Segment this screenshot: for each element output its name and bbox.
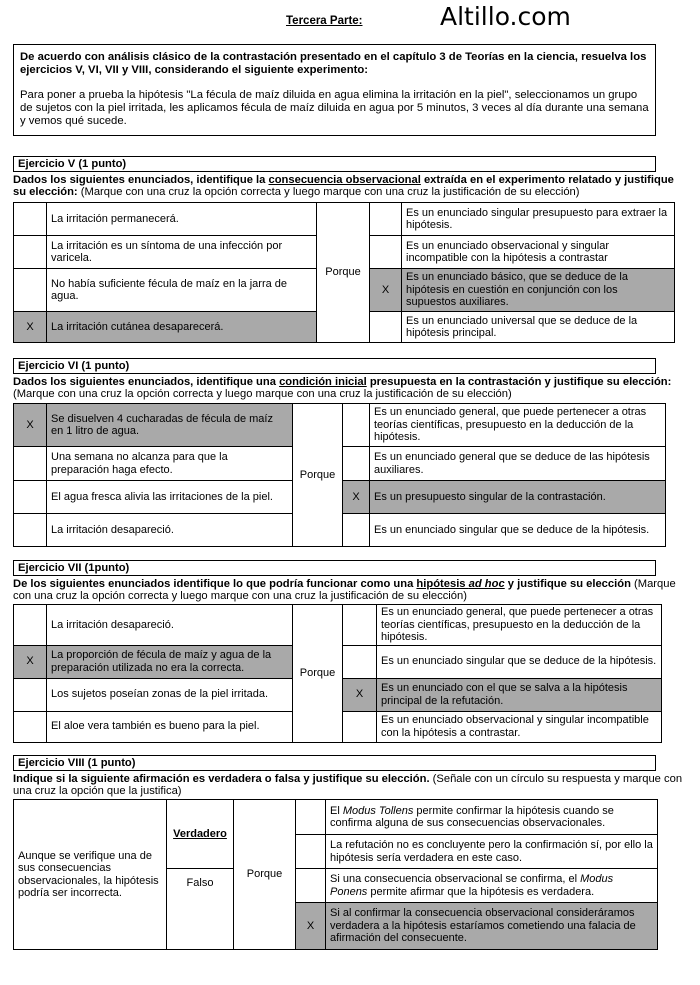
exercise-8-instructions — [13, 773, 688, 797]
ex6-right-option[interactable]: Es un enunciado singular que se deduce de la hipótesis. — [370, 514, 666, 547]
ex7-right-option[interactable]: Es un enunciado observacional y singular incompatible con la hipótesis a contrastar. — [377, 711, 662, 742]
ex5-right-option-selected[interactable]: Es un enunciado básico, que se deduce de la hipótesis en cuestión en conjunción con los supuestos auxiliares. — [402, 269, 675, 312]
exercise-8-table — [13, 799, 658, 950]
ex5-left-option[interactable]: La irritación es un síntoma de una infección por varicela. — [47, 236, 317, 269]
ex7-left-mark[interactable] — [14, 711, 47, 742]
ex5-right-option[interactable]: Es un enunciado observacional y singular incompatible con la hipótesis a contrastar — [402, 236, 675, 269]
exercise-6-table — [13, 403, 666, 547]
ex8-right-option-selected[interactable] — [326, 903, 658, 950]
ex7-left-option[interactable]: Los sujetos poseían zonas de la piel irritada. — [47, 678, 293, 711]
ex8-porque: Porque — [234, 800, 296, 950]
ex6-inst-b: presupuesta en la contrastación y justifique su elección: — [366, 376, 672, 388]
intro-paragraph: Para poner a prueba la hipótesis "La fécula de maíz diluida en agua elimina la irritación en la piel", seleccionamos un grupo de sujetos con la piel irritada, les aplicamos fécula de maíz diluida en agua por 5 minutos, 3 veces al día durante una semana y vemos qué sucede. — [20, 89, 649, 127]
ex6-right-mark[interactable] — [343, 514, 370, 547]
ex5-left-mark[interactable] — [14, 236, 47, 269]
ex5-left-option-selected[interactable]: La irritación cutánea desaparecerá. — [47, 312, 317, 343]
ex6-inst-underlined: condición inicial — [279, 376, 367, 388]
ex5-right-mark[interactable] — [370, 236, 402, 269]
section-title: Tercera Parte: — [286, 15, 363, 27]
exercise-5-instructions — [13, 174, 688, 198]
ex7-left-mark-selected[interactable]: X — [14, 645, 47, 678]
ex5-porque: Porque — [317, 203, 370, 343]
ex8-right-mark[interactable] — [296, 835, 326, 869]
ex5-right-option[interactable]: Es un enunciado singular presupuesto para extraer la hipótesis. — [402, 203, 675, 236]
ex5-inst-c: (Marque con una cruz la opción correcta y luego marque con una cruz la justificación de su elección) — [77, 186, 580, 198]
ex6-porque: Porque — [293, 404, 343, 547]
ex8-r0-b: permite confirmar la hipótesis cuando se confirma alguna de sus consecuencias observacionales. — [330, 804, 614, 829]
ex6-left-mark[interactable] — [14, 447, 47, 481]
ex8-right-option[interactable] — [326, 869, 658, 903]
site-brand: Altillo.com — [440, 2, 571, 31]
ex8-r0-a: El — [330, 804, 343, 817]
ex5-inst-a: Dados los siguientes enunciados, identifique la — [13, 174, 269, 186]
ex5-left-mark[interactable] — [14, 203, 47, 236]
ex8-right-option[interactable] — [326, 800, 658, 835]
ex6-inst-c: (Marque con una cruz la opción correcta y luego marque con una cruz la justificación de su elección) — [13, 388, 512, 400]
ex6-left-mark[interactable] — [14, 514, 47, 547]
ex6-right-option-selected[interactable]: Es un presupuesto singular de la contrastación. — [370, 481, 666, 514]
ex5-right-mark[interactable] — [370, 203, 402, 236]
ex7-inst-a: De los siguientes enunciados identifique lo que podría funcionar como una — [13, 578, 417, 590]
exercise-6-title: Ejercicio VI (1 punto) — [13, 358, 656, 374]
ex8-r2-italic: Modus Ponens — [330, 873, 614, 898]
ex8-true-option[interactable]: Verdadero — [167, 800, 234, 869]
ex7-left-mark[interactable] — [14, 678, 47, 711]
ex5-left-option[interactable]: La irritación permanecerá. — [47, 203, 317, 236]
ex8-right-option[interactable] — [326, 835, 658, 869]
ex7-inst-c: (Marque con una cruz la opción correcta y luego marque con una cruz la justificación de su elección) — [13, 578, 676, 602]
ex6-left-option[interactable]: Una semana no alcanza para que la preparación haga efecto. — [47, 447, 293, 481]
ex7-left-mark[interactable] — [14, 605, 47, 646]
exercise-7-instructions — [13, 578, 688, 602]
ex7-right-mark[interactable] — [343, 645, 377, 678]
ex8-false-option[interactable]: Falso — [167, 869, 234, 950]
ex7-right-mark[interactable] — [343, 605, 377, 646]
ex5-left-mark-selected[interactable]: X — [14, 312, 47, 343]
exercise-7-title: Ejercicio VII (1punto) — [13, 560, 656, 576]
ex7-right-option[interactable]: Es un enunciado general, que puede pertenecer a otras teorías científicas, presupuesto en la deducción de la hipótesis. — [377, 605, 662, 646]
intro-question: De acuerdo con análisis clásico de la contrastación presentado en el capítulo 3 de Teorías en la ciencia, resuelva los ejercicios V, VI, VII y VIII, considerando el siguiente experimento: — [20, 51, 647, 76]
ex7-inst-b: y justifique su elección — [504, 578, 631, 590]
ex7-inst-underlined: hipótesis — [416, 578, 469, 590]
exercise-6-instructions — [13, 376, 688, 400]
ex8-r2-a: Si una consecuencia observacional se confirma, el — [330, 873, 581, 885]
exercise-7-table — [13, 604, 662, 743]
ex7-right-mark[interactable] — [343, 711, 377, 742]
intro-box — [13, 44, 656, 136]
ex5-inst-b: extraída en el experimento relatado y justifique su elección: — [13, 174, 674, 198]
ex8-inst-b: Indique si la siguiente afirmación es verdadera o falsa y justifique su elección. — [13, 773, 430, 785]
ex8-right-mark[interactable] — [296, 800, 326, 835]
ex7-inst-adhoc: ad hoc — [468, 578, 505, 590]
ex6-right-mark-selected[interactable]: X — [343, 481, 370, 514]
ex6-left-mark[interactable] — [14, 481, 47, 514]
ex8-statement: Aunque se verifique una de sus consecuencias observacionales, la hipótesis podría ser incorrecta. — [14, 800, 167, 950]
ex5-inst-underlined: consecuencia observacional — [268, 174, 421, 186]
ex6-inst-a: Dados los siguientes enunciados, identifique una — [13, 376, 280, 388]
ex5-left-option[interactable]: No había suficiente fécula de maíz en la jarra de agua. — [47, 269, 317, 312]
ex6-right-mark[interactable] — [343, 447, 370, 481]
ex7-right-option[interactable]: Es un enunciado singular que se deduce de la hipótesis. — [377, 645, 662, 678]
ex8-r2-b: permite afirmar que la hipótesis es verdadera. — [367, 885, 595, 898]
exercise-5-title: Ejercicio V (1 punto) — [13, 156, 656, 172]
ex8-inst-c: (Señale con un círculo su respuesta y marque con una cruz la opción que la justifica) — [13, 773, 683, 797]
ex6-left-option[interactable]: El agua fresca alivia las irritaciones de la piel. — [47, 481, 293, 514]
ex5-left-mark[interactable] — [14, 269, 47, 312]
exercise-8-title: Ejercicio VIII (1 punto) — [13, 755, 656, 771]
ex6-left-option[interactable]: La irritación desapareció. — [47, 514, 293, 547]
exercise-5-table — [13, 202, 675, 343]
ex5-right-mark[interactable] — [370, 312, 402, 343]
ex6-right-option[interactable]: Es un enunciado general que se deduce de las hipótesis auxiliares. — [370, 447, 666, 481]
ex7-left-option[interactable]: La irritación desapareció. — [47, 605, 293, 646]
ex8-r3-a: Si al confirmar la consecuencia observacional consideráramos verdadera a la hipótesis estaríamos cometiendo una falacia de afirmación del consecuente. — [330, 907, 636, 945]
ex7-right-mark-selected[interactable]: X — [343, 678, 377, 711]
ex7-porque: Porque — [293, 605, 343, 743]
ex7-left-option-selected[interactable]: La proporción de fécula de maíz y agua de la preparación utilizada no era la correcta. — [47, 645, 293, 678]
ex6-right-option[interactable]: Es un enunciado general, que puede pertenecer a otras teorías científicas, presupuesto en la deducción de la hipótesis. — [370, 404, 666, 447]
ex5-right-option[interactable]: Es un enunciado universal que se deduce de la hipótesis principal. — [402, 312, 675, 343]
ex6-right-mark[interactable] — [343, 404, 370, 447]
ex8-right-mark[interactable] — [296, 869, 326, 903]
ex6-left-mark-selected[interactable]: X — [14, 404, 47, 447]
ex5-right-mark-selected[interactable]: X — [370, 269, 402, 312]
ex8-r0-italic: Modus Tollens — [342, 804, 414, 817]
ex8-right-mark-selected[interactable]: X — [296, 903, 326, 950]
ex8-r1-a: La refutación no es concluyente pero la confirmación sí, por ello la hipótesis sería verdadera en este caso. — [330, 839, 653, 864]
ex6-left-option-selected[interactable]: Se disuelven 4 cucharadas de fécula de maíz en 1 litro de agua. — [47, 404, 293, 447]
ex7-left-option[interactable]: El aloe vera también es bueno para la piel. — [47, 711, 293, 742]
ex7-right-option-selected[interactable]: Es un enunciado con el que se salva a la hipótesis principal de la refutación. — [377, 678, 662, 711]
